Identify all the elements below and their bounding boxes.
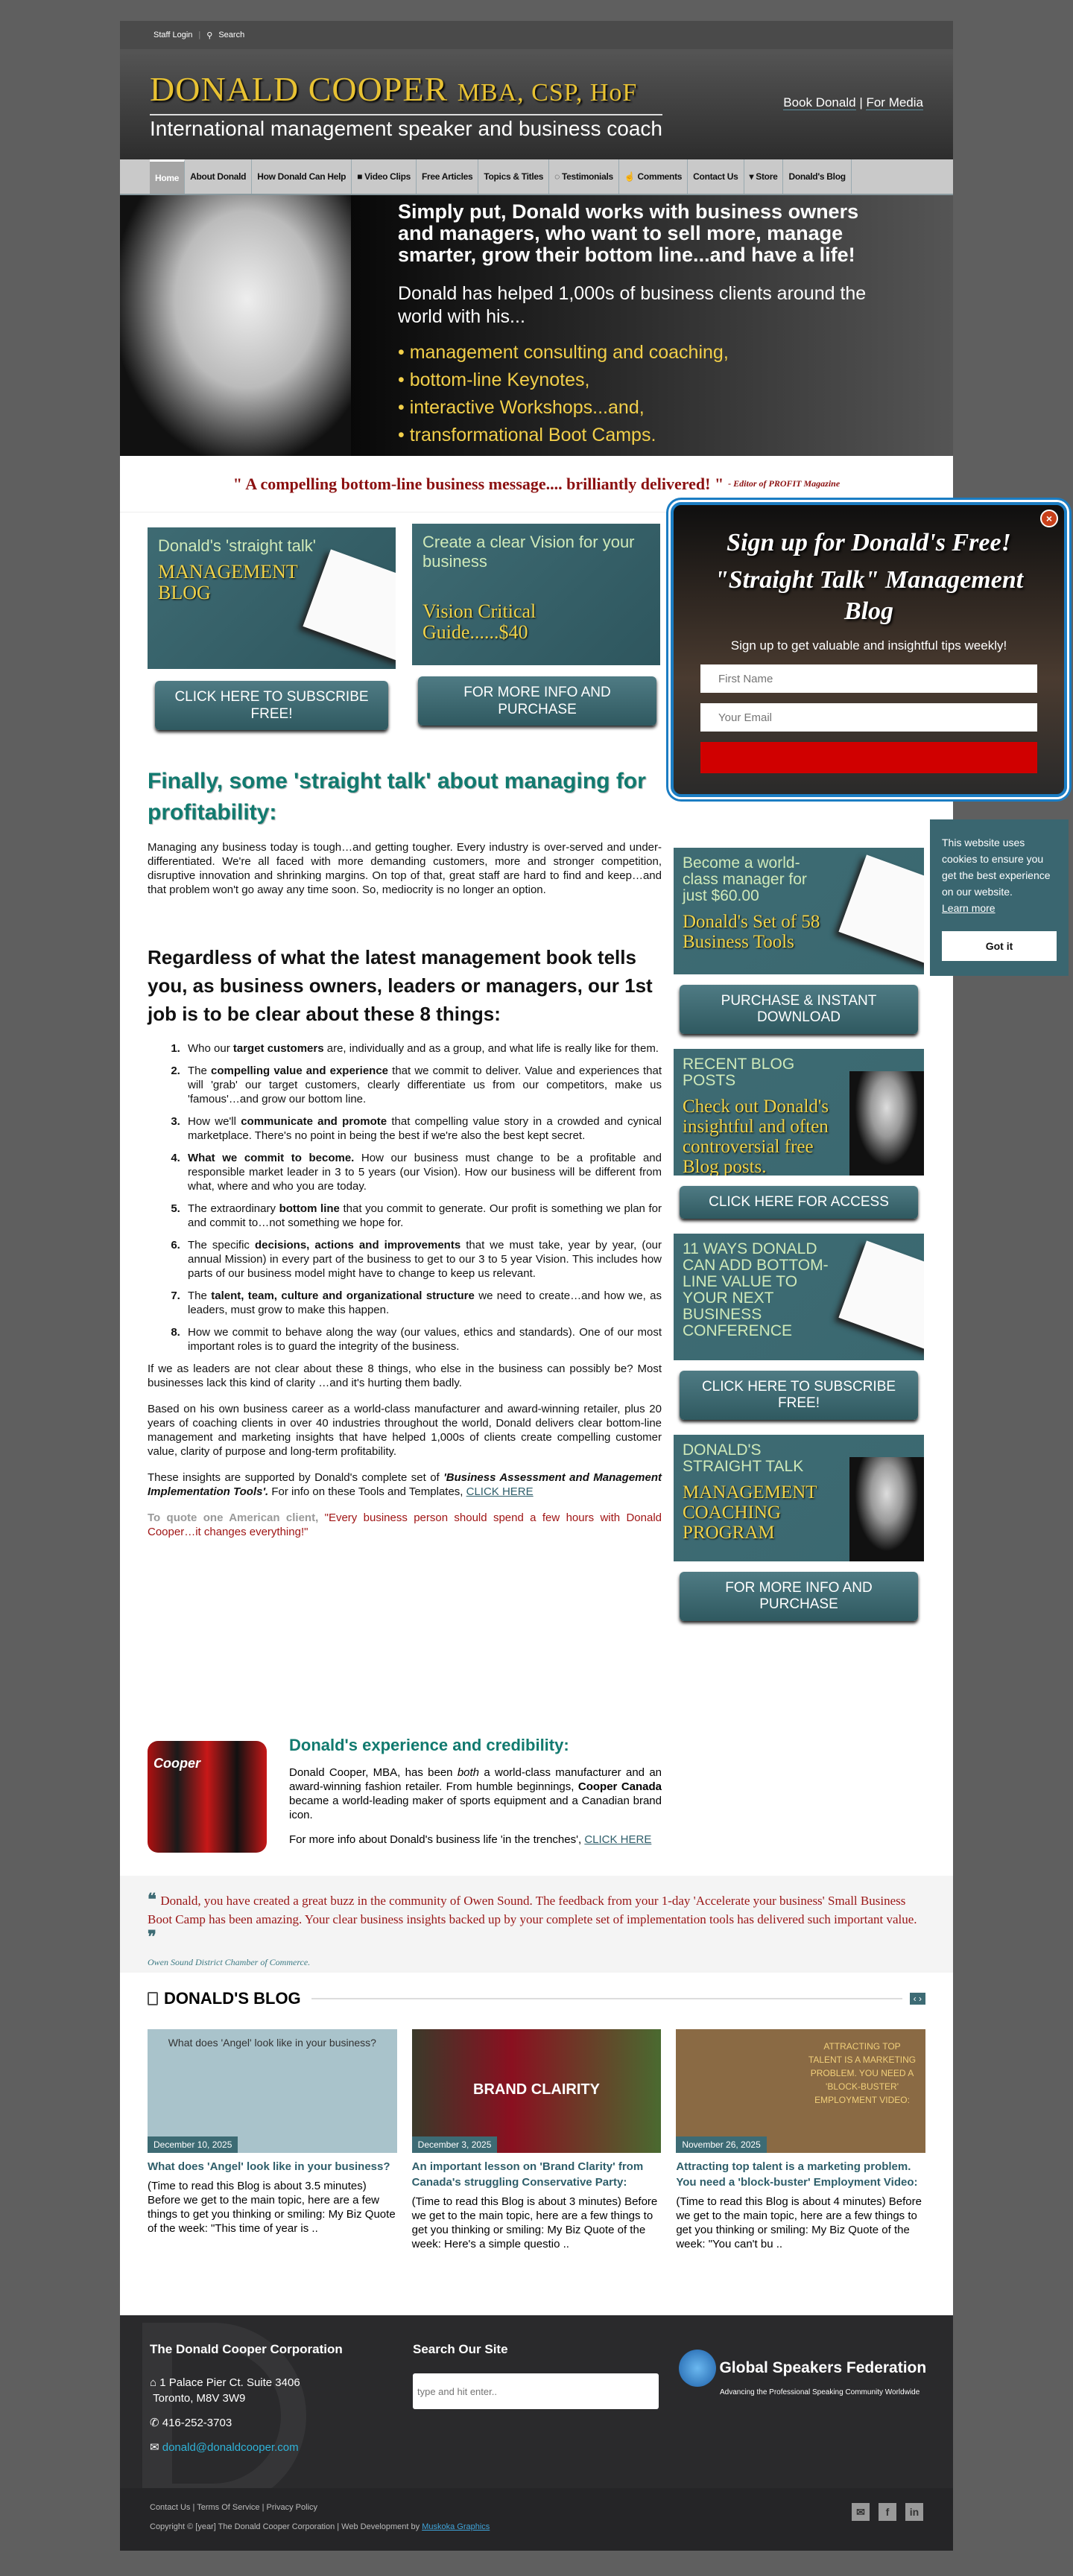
list-text: decisions, actions and improvements — [254, 1239, 461, 1251]
post-excerpt: (Time to read this Blog is about 4 minutes) Before we get to the main topic, here are a few things to get you thinking or smiling: My Biz Quote of the week: "You can't bu .. — [676, 2195, 922, 2250]
list-text: communicate and promote — [241, 1115, 387, 1128]
sidebar-promo-gold: Donald's Set of 58 Business Tools — [683, 912, 820, 952]
hero-bullet: • interactive Workshops...and, — [398, 397, 645, 418]
thumbnail-text: What does 'Angel' look like in your business? — [168, 2037, 376, 2049]
section-heading: Finally, some 'straight talk' about managing for profitability: — [148, 769, 646, 825]
list-text: The — [188, 1289, 212, 1302]
carousel-arrows[interactable]: ‹ › — [910, 1993, 925, 2005]
search-link[interactable]: Search — [218, 31, 245, 39]
footer-terms-link[interactable]: Terms Of Service — [197, 2503, 260, 2512]
trenches-click-here-link[interactable]: CLICK HERE — [584, 1833, 652, 1846]
list-item — [183, 1325, 662, 1354]
first-name-input[interactable] — [700, 664, 1037, 693]
cookie-text: This website uses cookies to ensure you get the best experience on our website. — [942, 837, 1051, 898]
list-text: Who our — [188, 1042, 233, 1055]
donald-photo — [849, 1071, 924, 1176]
list-text: How we commit to behave along the way (our values, ethics and standards). One of our most important roles is to guard the integrity of the business. — [188, 1326, 662, 1353]
blog-section — [148, 1980, 925, 2251]
list-text: that compelling value story in a crowded and cynical marketplace. There's no point in being the best if we're also the best kept secret. — [188, 1115, 662, 1142]
thumbnail-text: ATTRACTING TOP TALENT IS A MARKETING PROBLEM. YOU NEED A 'BLOCK-BUSTER' EMPLOYMENT VIDEO: — [808, 2041, 917, 2105]
sidebar-button[interactable]: CLICK HERE FOR ACCESS — [680, 1186, 918, 1219]
text: both — [457, 1766, 480, 1779]
tools-paragraph — [148, 1471, 662, 1499]
nav-label: Testimonials — [561, 171, 613, 182]
cart-icon: ▾ — [749, 171, 756, 182]
post-date: December 10, 2025 — [148, 2136, 238, 2153]
text: These insights are supported by Donald's complete set of — [148, 1471, 444, 1484]
home-icon: ⌂ — [150, 2376, 160, 2389]
sidebar-promo[interactable] — [674, 1435, 924, 1561]
book-donald-link[interactable]: Book Donald — [783, 95, 856, 110]
testimonial — [120, 1876, 953, 1973]
list-text: The extraordinary — [188, 1202, 279, 1215]
text: became a world-leading maker of sports equipment and a Canadian brand icon. — [289, 1795, 662, 1821]
site-logo[interactable] — [150, 70, 662, 141]
cooper-logo-text: Cooper — [153, 1756, 200, 1771]
footer — [120, 2315, 953, 2488]
main-content — [148, 766, 662, 1539]
email-input[interactable] — [700, 703, 1037, 732]
promo-title: Donald's 'straight talk' — [158, 536, 316, 555]
logo-name: DONALD COOPER — [150, 70, 449, 108]
sidebar-promo[interactable] — [674, 1049, 924, 1176]
footer-bottom: Contact Us | Terms Of Service | Privacy Policy Copyright © [year] The Donald Cooper Corporation | Web Development by Muskoka Graphics ✉ f in — [120, 2488, 953, 2551]
sidebar-promo-gold: MANAGEMENT COACHING PROGRAM — [683, 1482, 817, 1543]
client-quote — [148, 1511, 662, 1539]
hero-banner — [120, 195, 953, 456]
list-item — [183, 1238, 662, 1281]
tools-name: 'Business Assessment and Management Implementation Tools'. — [148, 1471, 662, 1498]
clarity-paragraph: If we as leaders are not clear about these 8 things, who else in the business can possibly be? Most businesses lack this kind of clarity …and it's hurting them badly. — [148, 1362, 662, 1389]
gsf-title: Global Speakers Federation — [719, 2359, 927, 2376]
quote-source: - Editor of PROFIT Magazine — [728, 478, 841, 489]
nav-testimonials[interactable] — [549, 159, 619, 194]
list-text: that we must take, year by year, (our annual Mission) in every part of the business to get to our 3 to 5 year Vision. This includes how parts of our business model might have to change to keep us relevant. — [188, 1239, 662, 1280]
document-image — [838, 1240, 924, 1353]
sidebar-button[interactable]: PURCHASE & INSTANT DOWNLOAD — [680, 985, 918, 1034]
experience-heading: Donald's experience and credibility: — [289, 1736, 569, 1754]
nav-comments[interactable] — [619, 159, 688, 194]
list-item — [183, 1041, 662, 1056]
got-it-button[interactable]: Got it — [942, 931, 1057, 961]
list-text: that we commit to deliver. Value and experiences that will 'grab' our target customers, clearly differentiate us from our competitors, make us 'famous'…and grow our bottom line. — [188, 1065, 662, 1105]
list-item — [183, 1202, 662, 1230]
logo-tagline: International management speaker and business coach — [150, 117, 662, 140]
signup-popup — [671, 502, 1067, 797]
page — [120, 21, 953, 2551]
vision-purchase-button[interactable]: FOR MORE INFO AND PURCHASE — [418, 676, 656, 726]
phone — [150, 2415, 343, 2431]
blog-heading: DONALD'S BLOG — [164, 1989, 301, 2008]
globe-icon — [679, 2350, 716, 2387]
divider — [311, 1998, 902, 1999]
document-image — [838, 854, 924, 967]
chat-icon: ◌ — [554, 171, 562, 182]
facebook-icon[interactable]: f — [879, 2503, 896, 2521]
promo-title: Create a clear Vision for your business — [422, 533, 635, 571]
nav-store[interactable] — [744, 159, 784, 194]
list-text: The — [188, 1065, 211, 1077]
utility-bar — [120, 21, 953, 49]
blog-thumbnail[interactable] — [412, 2029, 662, 2153]
quote-text: " A compelling bottom-line business message.... brilliantly delivered! " — [232, 474, 724, 493]
nav-how-help[interactable]: How Donald Can Help — [252, 159, 352, 194]
thumbs-up-icon: ☝ — [624, 171, 638, 182]
nav-free-articles[interactable]: Free Articles — [417, 159, 478, 194]
blog-thumbnail[interactable] — [676, 2029, 925, 2153]
list-item — [183, 1289, 662, 1317]
search-icon[interactable]: ⚲ — [206, 31, 213, 40]
phone-icon: ✆ — [150, 2417, 162, 2429]
video-icon: ■ — [357, 171, 365, 182]
client-quote-intro: To quote one American client, — [148, 1511, 325, 1524]
donald-portrait — [120, 195, 351, 456]
list-item — [183, 1064, 662, 1106]
sidebar-promo-text: Become a world-class manager for just $60.00 — [683, 854, 807, 904]
hero-headline: Simply put, Donald works with business owners and managers, who want to sell more, manage smarter, grow their bottom line...and have a life! — [398, 200, 859, 266]
hero-bullet: • management consulting and coaching, — [398, 342, 729, 363]
client-quote-text: "Every business person should spend a few hours with Donald Cooper…it changes everything!" — [148, 1511, 662, 1538]
career-paragraph: Based on his own business career as a world-class manufacturer and award-winning retailer, plus 20 years of coaching clients in over 40 industries throughout the world, Donald delivers clear bottom-line management and marketing insights that have helped 1,000s of clients create compelling customer value, clarity of purpose and long-term profitability. — [148, 1403, 662, 1458]
hero-bullet: • transformational Boot Camps. — [398, 425, 656, 445]
popup-description: Sign up to get valuable and insightful tips weekly! — [730, 638, 1007, 653]
cookie-banner — [930, 819, 1069, 976]
list-text: How we'll — [188, 1115, 241, 1128]
list-item — [183, 1114, 662, 1143]
popup-subtitle: "Straight Talk" Management Blog — [714, 566, 1024, 625]
promo-vision-guide[interactable] — [412, 524, 660, 665]
blog-thumbnail[interactable] — [148, 2029, 397, 2153]
open-quote-icon: ❝ — [148, 1890, 161, 1909]
text: Cooper Canada — [577, 1780, 662, 1793]
list-item — [183, 1151, 662, 1193]
nav-contact[interactable]: Contact Us — [688, 159, 744, 194]
nav-label: Video Clips — [364, 171, 411, 182]
staff-login-link[interactable]: Staff Login — [153, 31, 193, 39]
for-media-link[interactable]: For Media — [866, 95, 923, 110]
blog-card — [676, 2029, 925, 2251]
post-excerpt: (Time to read this Blog is about 3.5 minutes) Before we get to the main topic, here are a few things to get you thinking or smiling: My Biz Quote of the week: "This time of year is .. — [148, 2180, 396, 2235]
gsf-subtitle: Advancing the Professional Speaking Community Worldwide — [720, 2388, 920, 2396]
experience-paragraph — [289, 1766, 662, 1822]
text: Donald Cooper, MBA, has been — [289, 1766, 458, 1779]
footer-search-title: Search Our Site — [413, 2342, 508, 2356]
address-line: 1 Palace Pier Ct. Suite 3406 — [159, 2376, 300, 2389]
blog-card — [148, 2029, 397, 2251]
copyright: Copyright © [year] The Donald Cooper Corporation | Web Development by — [150, 2522, 422, 2531]
gsf-logo[interactable] — [679, 2350, 926, 2396]
tools-click-here-link[interactable]: CLICK HERE — [466, 1485, 534, 1498]
nav-topics[interactable]: Topics & Titles — [478, 159, 549, 194]
list-text: that you commit to generate. Our profit is something we plan for and commit to…not something we hope for. — [188, 1202, 662, 1229]
sidebar-promo-text: 11 WAYS DONALD CAN ADD BOTTOM-LINE VALUE TO YOUR NEXT BUSINESS CONFERENCE — [683, 1240, 829, 1339]
hero-bullet: • bottom-line Keynotes, — [398, 369, 590, 390]
sidebar-promo-text: DONALD'S STRAIGHT TALK — [683, 1441, 804, 1475]
close-icon[interactable]: × — [1040, 510, 1058, 527]
sidebar-promo-text: RECENT BLOG POSTS — [683, 1056, 795, 1089]
post-title-link[interactable]: Attracting top talent is a marketing problem. You need a 'block-buster' Employment Video: — [676, 2160, 918, 2189]
sidebar — [674, 848, 924, 1636]
nav-about[interactable]: About Donald — [185, 159, 252, 194]
list-text: target customers — [232, 1042, 324, 1055]
nav-video-clips[interactable] — [352, 159, 417, 194]
email — [150, 2440, 343, 2455]
text: For more info about Donald's business life 'in the trenches', — [289, 1833, 585, 1846]
footer-search-input[interactable] — [413, 2373, 659, 2409]
logo-credentials: MBA, CSP, HoF — [457, 79, 638, 107]
phone-number: 416-252-3703 — [162, 2417, 232, 2429]
document-icon — [148, 1992, 158, 2005]
close-quote-icon: ❞ — [148, 1927, 156, 1946]
sidebar-promo-gold: Check out Donald's insightful and often controversial free Blog posts. — [683, 1097, 829, 1176]
testimonial-source: Owen Sound District Chamber of Commerce. — [148, 1957, 311, 1967]
sidebar-promo[interactable] — [674, 848, 924, 974]
developer-link[interactable]: Muskoka Graphics — [422, 2522, 490, 2531]
main-nav — [120, 159, 953, 195]
promo-gold-text: MANAGEMENT BLOG — [158, 561, 298, 603]
post-title-link[interactable]: What does 'Angel' look like in your business? — [148, 2160, 390, 2173]
hockey-gloves-image — [148, 1741, 267, 1853]
document-image — [303, 549, 396, 662]
text: a world-class manufacturer and an award-winning fashion retailer. From humble beginnings, — [289, 1766, 662, 1793]
testimonial-text: Donald, you have created a great buzz in the community of Owen Sound. The feedback from your 1-day 'Accelerate your business' Small Business Boot Camp has been amazing. Your clear business insights backed up by your complete set of implementation tools has delivered such important value. — [148, 1894, 917, 1926]
subscribe-free-button[interactable]: CLICK HERE TO SUBSCRIBE FREE! — [155, 681, 388, 730]
separator: | — [198, 31, 201, 39]
climbers-silhouette — [849, 1457, 924, 1561]
post-date: December 3, 2025 — [412, 2136, 498, 2153]
nav-blog[interactable]: Donald's Blog — [783, 159, 851, 194]
email-link[interactable]: donald@donaldcooper.com — [162, 2441, 299, 2454]
envelope-icon: ✉ — [150, 2441, 162, 2454]
popup-title: Sign up for Donald's Free! — [727, 529, 1011, 556]
email-icon[interactable]: ✉ — [852, 2503, 870, 2521]
address — [150, 2375, 343, 2406]
text: For info on these Tools and Templates, — [268, 1485, 466, 1498]
list-text: The specific — [188, 1239, 255, 1251]
list-text: compelling value and experience — [211, 1065, 389, 1077]
thumbnail-text: BRAND CLAIRITY — [473, 2081, 600, 2098]
promo-gold-text: Vision Critical Guide......$40 — [422, 600, 536, 643]
footer-privacy-link[interactable]: Privacy Policy — [266, 2503, 318, 2512]
blog-card — [412, 2029, 662, 2251]
list-text: bottom line — [279, 1202, 340, 1215]
post-date: November 26, 2025 — [676, 2136, 766, 2153]
list-text: are, individually and as a group, and what life is really like for them. — [323, 1042, 659, 1055]
sidebar-promo[interactable] — [674, 1234, 924, 1360]
list-text: talent, team, culture and organizational structure — [211, 1289, 475, 1302]
post-title-link[interactable]: An important lesson on 'Brand Clarity' from Canada's struggling Conservative Party: — [411, 2160, 644, 2189]
post-excerpt: (Time to read this Blog is about 3 minutes) Before we get to the main topic, here are a few things to get you thinking or smiling: My Biz Quote of the week: Here's a simple questio .. — [411, 2195, 658, 2250]
hero-subhead: Donald has helped 1,000s of business clients around the world with his... — [398, 283, 867, 327]
sidebar-button[interactable]: CLICK HERE TO SUBSCRIBE FREE! — [680, 1371, 918, 1420]
footer-company: The Donald Cooper Corporation — [150, 2342, 343, 2356]
promo-management-blog[interactable] — [148, 527, 396, 669]
trenches-paragraph — [289, 1833, 662, 1847]
nav-label: Store — [756, 171, 778, 182]
address-line: Toronto, M8V 3W9 — [153, 2392, 246, 2405]
site-header — [120, 49, 953, 159]
list-text: we need to create…and how we, as leaders, must grow to make this happen. — [188, 1289, 662, 1316]
learn-more-link[interactable]: Learn more — [942, 902, 996, 914]
signup-submit-button[interactable] — [700, 742, 1037, 773]
footer-contact-link[interactable]: Contact Us — [150, 2503, 191, 2512]
nav-label: Comments — [637, 171, 683, 182]
list-text: What we commit to become. — [188, 1152, 355, 1164]
separator: | — [859, 95, 863, 110]
list-text: How our business must change to be a profitable and responsible market leader in 3 to 5 years (our Vision). How our business will be different from what, where and who you are today. — [188, 1152, 662, 1193]
eight-things-heading: Regardless of what the latest management book tells you, as business owners, leaders or managers, our 1st job is to be clear about these 8 things: — [148, 946, 653, 1025]
linkedin-icon[interactable]: in — [905, 2503, 923, 2521]
sidebar-button[interactable]: FOR MORE INFO AND PURCHASE — [680, 1572, 918, 1621]
eight-things-list — [183, 1041, 662, 1354]
nav-home[interactable]: Home — [150, 159, 185, 194]
intro-paragraph: Managing any business today is tough…and getting tougher. Every industry is over-served and under-differentiated. We're all faced with more demanding customers, more and stronger competition, disruptive innovation and shrinking margins. On top of that, great staff are hard to find and keep…and that problem won't go away any time soon. So, mediocrity is no longer an option. — [148, 841, 662, 896]
